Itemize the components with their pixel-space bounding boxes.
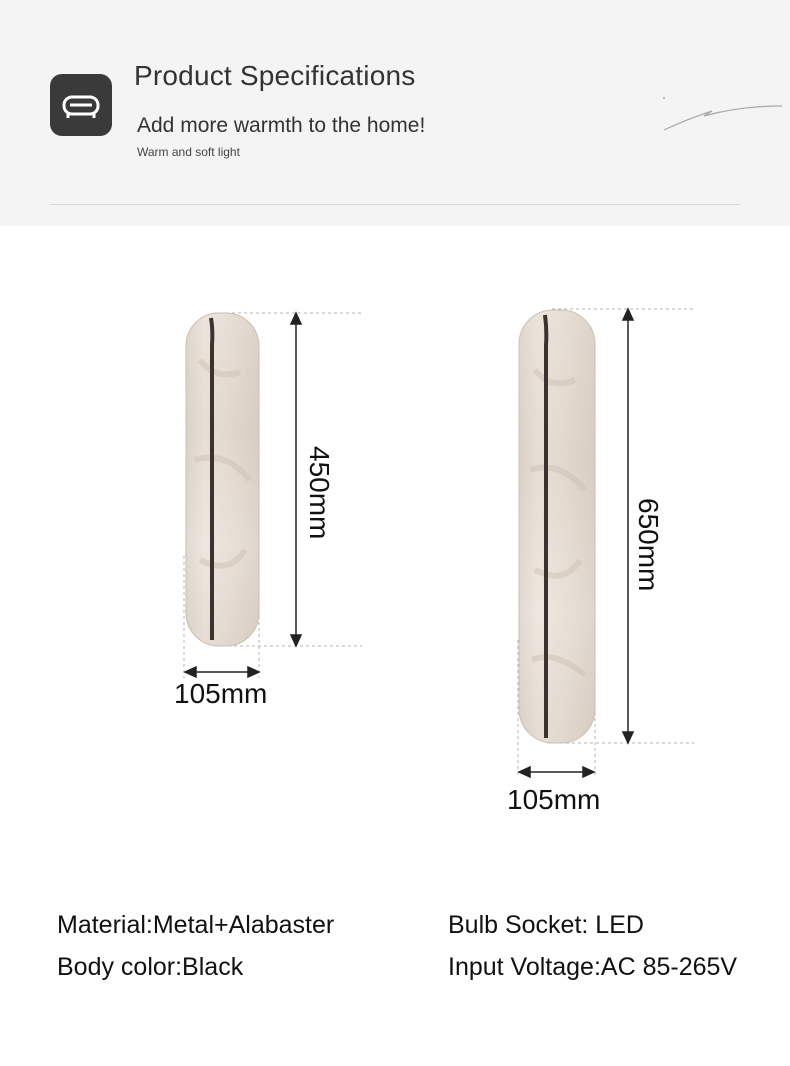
lamp-650-width-label: 105mm	[507, 784, 601, 815]
decorative-swoosh	[660, 92, 785, 132]
spec-bulb-socket: Bulb Socket: LED	[448, 911, 644, 939]
spec-input-voltage: Input Voltage:AC 85-265V	[448, 953, 738, 981]
spec-body-color: Body color:Black	[57, 953, 244, 981]
lamp-650-body	[519, 310, 595, 743]
header-divider	[50, 204, 740, 205]
spec-material: Material:Metal+Alabaster	[57, 911, 335, 939]
lamp-450-width-label: 105mm	[174, 678, 268, 709]
tagline: Add more warmth to the home!	[137, 114, 426, 137]
lamp-650-height-label: 650mm	[633, 498, 664, 592]
header-banner	[0, 0, 790, 226]
sofa-icon	[50, 74, 112, 136]
subtagline: Warm and soft light	[137, 145, 240, 159]
lamp-450-body	[186, 313, 259, 646]
lamp-450-height-label: 450mm	[304, 446, 335, 540]
page-title: Product Specifications	[134, 60, 416, 91]
